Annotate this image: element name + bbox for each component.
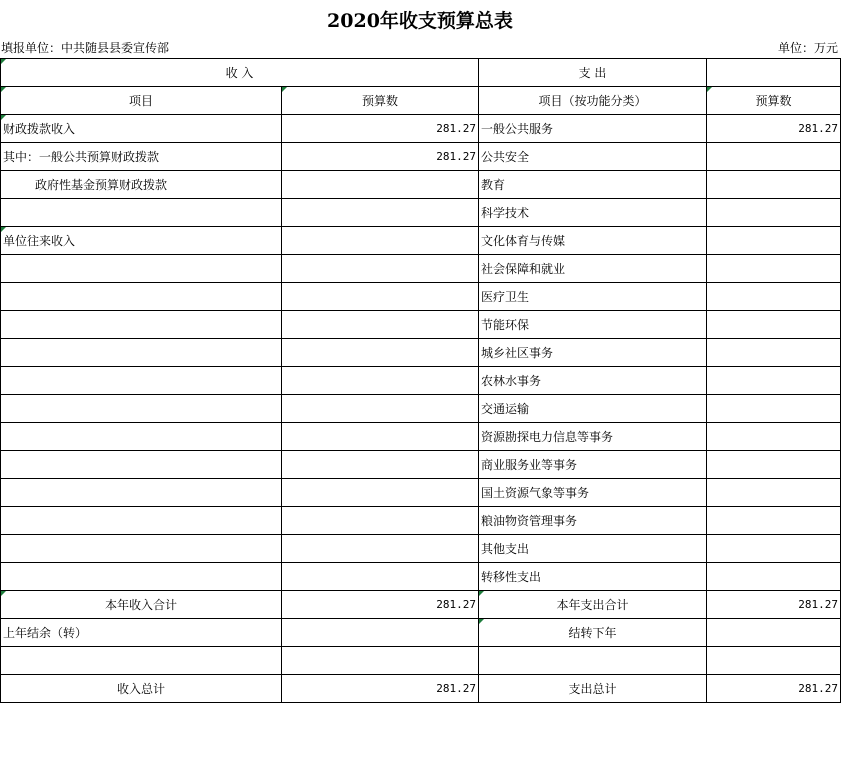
income-item-cell bbox=[1, 507, 282, 535]
income-item-cell bbox=[1, 367, 282, 395]
table-row bbox=[1, 535, 841, 563]
expense-amount-cell bbox=[707, 423, 841, 451]
income-item-cell bbox=[1, 535, 282, 563]
expense-item-cell: 粮油物资管理事务 bbox=[479, 507, 707, 535]
reporting-unit: 填报单位：中共随县县委宣传部 bbox=[1, 41, 170, 55]
table-row bbox=[1, 339, 841, 367]
income-amount-cell bbox=[282, 339, 479, 367]
expense-amount-cell bbox=[707, 563, 841, 591]
income-item-cell bbox=[1, 199, 282, 227]
expense-amount-cell bbox=[707, 507, 841, 535]
expense-amount-cell bbox=[707, 535, 841, 563]
total-row bbox=[1, 591, 841, 619]
income-total-label: 收入总计 bbox=[1, 675, 282, 703]
expense-item-cell: 国土资源气象等事务 bbox=[479, 479, 707, 507]
year-income-label: 本年收入合计 bbox=[1, 591, 282, 619]
income-total-amount: 281.27 bbox=[282, 675, 479, 703]
income-item-cell bbox=[1, 283, 282, 311]
table-row bbox=[1, 199, 841, 227]
table-row bbox=[1, 255, 841, 283]
income-item-cell bbox=[1, 479, 282, 507]
total-row bbox=[1, 647, 841, 675]
income-item-cell: 单位往来收入 bbox=[1, 227, 282, 255]
income-item-cell bbox=[1, 451, 282, 479]
income-item-cell bbox=[1, 423, 282, 451]
income-amount-cell: 281.27 bbox=[282, 115, 479, 143]
expense-amount-cell bbox=[707, 199, 841, 227]
expense-item-cell: 一般公共服务 bbox=[479, 115, 707, 143]
carry-in-amount bbox=[282, 619, 479, 647]
income-amount-cell bbox=[282, 395, 479, 423]
expense-item-cell: 其他支出 bbox=[479, 535, 707, 563]
expense-amount-cell bbox=[707, 339, 841, 367]
income-amount-cell bbox=[282, 199, 479, 227]
income-amount-cell: 281.27 bbox=[282, 143, 479, 171]
expense-item-cell: 交通运输 bbox=[479, 395, 707, 423]
income-amount-cell bbox=[282, 563, 479, 591]
table-row bbox=[1, 451, 841, 479]
table-row bbox=[1, 311, 841, 339]
expense-item-cell: 公共安全 bbox=[479, 143, 707, 171]
income-item-cell: 其中：一般公共预算财政拨款 bbox=[1, 143, 282, 171]
income-amount-cell bbox=[282, 479, 479, 507]
table-row bbox=[1, 143, 841, 171]
table-row bbox=[1, 507, 841, 535]
income-amount-cell bbox=[282, 535, 479, 563]
income-header: 收 入 bbox=[1, 59, 479, 87]
year-income-amount: 281.27 bbox=[282, 591, 479, 619]
expense-budget-header: 预算数 bbox=[707, 87, 841, 115]
table-row bbox=[1, 283, 841, 311]
expense-amount-cell bbox=[707, 479, 841, 507]
expense-item-cell: 科学技术 bbox=[479, 199, 707, 227]
page-title: 2020年收支预算总表 bbox=[327, 10, 513, 32]
expense-item-cell: 教育 bbox=[479, 171, 707, 199]
income-amount-cell bbox=[282, 507, 479, 535]
expense-header-blank bbox=[707, 59, 841, 87]
year-expense-amount: 281.27 bbox=[707, 591, 841, 619]
expense-amount-cell bbox=[707, 311, 841, 339]
income-item-cell: 政府性基金预算财政拨款 bbox=[1, 171, 282, 199]
expense-amount-cell bbox=[707, 395, 841, 423]
income-amount-cell bbox=[282, 367, 479, 395]
table-row bbox=[1, 423, 841, 451]
expense-amount-cell bbox=[707, 255, 841, 283]
income-item-cell: 财政拨款收入 bbox=[1, 115, 282, 143]
table-row bbox=[1, 563, 841, 591]
income-item-cell bbox=[1, 563, 282, 591]
income-item-cell bbox=[1, 255, 282, 283]
expense-total-amount: 281.27 bbox=[707, 675, 841, 703]
income-amount-cell bbox=[282, 227, 479, 255]
blank-cell bbox=[282, 647, 479, 675]
income-item-cell bbox=[1, 395, 282, 423]
expense-amount-cell bbox=[707, 283, 841, 311]
table-row bbox=[1, 479, 841, 507]
income-amount-cell bbox=[282, 423, 479, 451]
expense-item-cell: 农林水事务 bbox=[479, 367, 707, 395]
carry-out-amount bbox=[707, 619, 841, 647]
income-amount-cell bbox=[282, 283, 479, 311]
budget-table bbox=[0, 58, 841, 703]
income-amount-cell bbox=[282, 255, 479, 283]
income-item-header: 项目 bbox=[1, 87, 282, 115]
expense-item-cell: 资源勘探电力信息等事务 bbox=[479, 423, 707, 451]
expense-item-cell: 医疗卫生 bbox=[479, 283, 707, 311]
income-item-cell bbox=[1, 311, 282, 339]
expense-item-header: 项目（按功能分类） bbox=[479, 87, 707, 115]
income-amount-cell bbox=[282, 171, 479, 199]
blank-cell bbox=[479, 647, 707, 675]
expense-amount-cell bbox=[707, 171, 841, 199]
expense-item-cell: 社会保障和就业 bbox=[479, 255, 707, 283]
table-row bbox=[1, 227, 841, 255]
expense-amount-cell bbox=[707, 227, 841, 255]
year-expense-label: 本年支出合计 bbox=[479, 591, 707, 619]
income-item-cell bbox=[1, 339, 282, 367]
expense-amount-cell bbox=[707, 367, 841, 395]
expense-item-cell: 城乡社区事务 bbox=[479, 339, 707, 367]
expense-amount-cell bbox=[707, 143, 841, 171]
expense-header: 支 出 bbox=[479, 59, 707, 87]
total-row bbox=[1, 675, 841, 703]
blank-cell bbox=[707, 647, 841, 675]
expense-amount-cell: 281.27 bbox=[707, 115, 841, 143]
table-row bbox=[1, 367, 841, 395]
expense-amount-cell bbox=[707, 451, 841, 479]
expense-item-cell: 转移性支出 bbox=[479, 563, 707, 591]
currency-unit: 单位：万元 bbox=[777, 41, 838, 55]
expense-item-cell: 文化体育与传媒 bbox=[479, 227, 707, 255]
table-row bbox=[1, 171, 841, 199]
table-row bbox=[1, 395, 841, 423]
expense-item-cell: 商业服务业等事务 bbox=[479, 451, 707, 479]
expense-item-cell: 节能环保 bbox=[479, 311, 707, 339]
blank-cell bbox=[1, 647, 282, 675]
total-row bbox=[1, 619, 841, 647]
income-amount-cell bbox=[282, 311, 479, 339]
carry-in-label: 上年结余（转） bbox=[1, 619, 282, 647]
carry-out-label: 结转下年 bbox=[479, 619, 707, 647]
income-budget-header: 预算数 bbox=[282, 87, 479, 115]
income-amount-cell bbox=[282, 451, 479, 479]
expense-total-label: 支出总计 bbox=[479, 675, 707, 703]
table-row bbox=[1, 115, 841, 143]
